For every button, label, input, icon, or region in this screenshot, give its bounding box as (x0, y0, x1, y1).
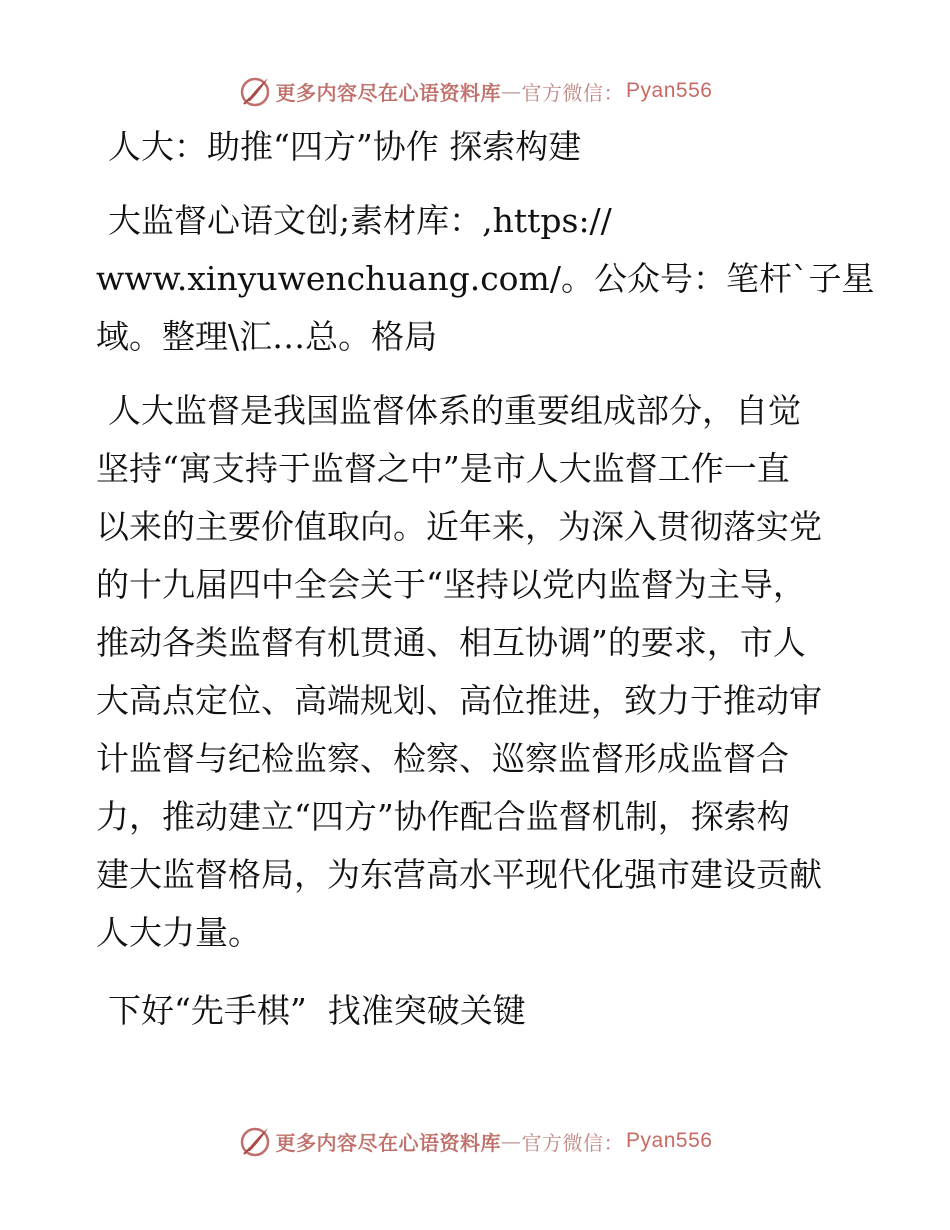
footer-banner (0, 1121, 950, 1161)
notice-line-1: 大监督心语文创;素材库：,https:// (108, 201, 612, 240)
body-line-7: 计监督与纪检监察、检察、巡察监督形成监督合 (96, 739, 789, 778)
body-line-9: 建大监督格局，为东营高水平现代化强市建设贡献 (96, 855, 822, 894)
notice-line-2: www.xinyuwenchuang.com/。公众号：笔杆`子星 (96, 259, 875, 298)
body-line-8: 力，推动建立“四方”协作配合监督机制，探索构 (96, 797, 790, 836)
banner-main-text: 更多内容尽在心语资料库 (275, 1130, 502, 1155)
body-line-1: 人大监督是我国监督体系的重要组成部分，自觉 (108, 391, 801, 430)
document-title-line: 人大：助推“四方”协作 探索构建 (108, 127, 582, 166)
notice-line-3: 域。整理\汇…总。格局 (96, 317, 438, 356)
section-subheading: 下好“先手棋” 找准突破关键 (108, 991, 526, 1030)
body-line-5: 推动各类监督有机贯通、相互协调”的要求，市人 (96, 623, 806, 662)
banner-wechat-id: Pyan556 (626, 1129, 713, 1152)
banner-wechat-label: 官方微信： (521, 80, 625, 105)
banner-wechat-label: 官方微信： (521, 1130, 625, 1155)
body-line-3: 以来的主要价值取向。近年来，为深入贯彻落实党 (96, 507, 822, 546)
body-line-10: 人大力量。 (96, 913, 261, 952)
quill-pen-logo-icon (238, 74, 272, 108)
banner-separator: — (501, 79, 522, 103)
banner-wechat-id: Pyan556 (626, 79, 713, 102)
header-banner (0, 71, 950, 111)
body-line-2: 坚持“寓支持于监督之中”是市人大监督工作一直 (96, 449, 790, 488)
banner-main-text: 更多内容尽在心语资料库 (275, 80, 502, 105)
body-line-4: 的十九届四中全会关于“坚持以党内监督为主导， (96, 565, 806, 604)
banner-separator: — (501, 1129, 522, 1153)
body-line-6: 大高点定位、高端规划、高位推进，致力于推动审 (96, 681, 822, 720)
quill-pen-logo-icon (238, 1124, 272, 1158)
